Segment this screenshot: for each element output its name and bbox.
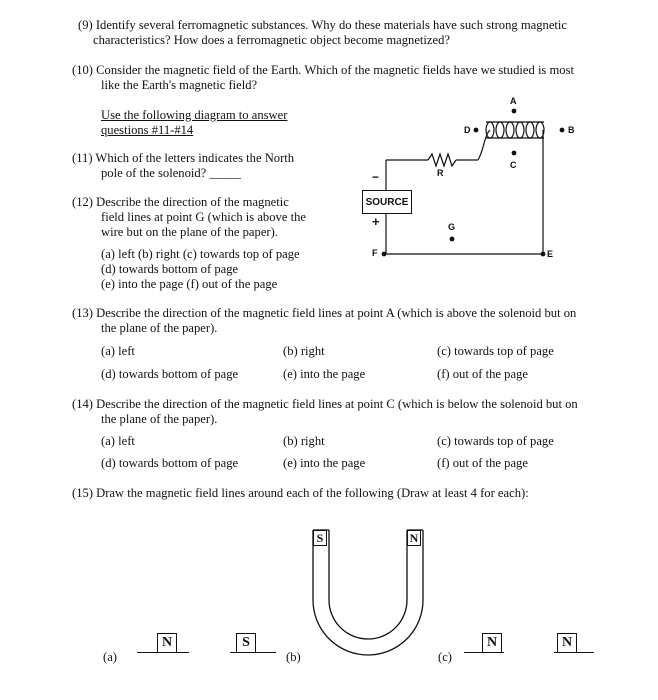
source-plus-sign: + [372, 214, 380, 229]
q13-option-f: (f) out of the page [437, 367, 528, 381]
magnet-a-north-pole: N [157, 633, 177, 653]
q12-options-3: (e) into the page (f) out of the page [101, 277, 278, 291]
label-e: E [547, 249, 554, 259]
point-b-dot [560, 128, 565, 133]
label-c: C [510, 160, 517, 170]
q13-option-a: (a) left [101, 344, 135, 358]
q13-option-e: (e) into the page [283, 367, 366, 381]
label-g: G [448, 222, 456, 232]
q15-line1: (15) Draw the magnetic field lines around each of the following (Draw at least 4 for each): [72, 486, 529, 500]
q14-line2: the plane of the paper). [101, 412, 218, 426]
q15-label-a: (a) [103, 650, 117, 664]
q14-option-c: (c) towards top of page [437, 434, 554, 448]
label-a: A [510, 96, 517, 106]
q14-option-d: (d) towards bottom of page [101, 456, 239, 470]
q14-option-f: (f) out of the page [437, 456, 528, 470]
q14-option-a: (a) left [101, 434, 135, 448]
point-f-dot [382, 252, 387, 257]
label-f: F [372, 248, 378, 258]
diagram-instruction-line1: Use the following diagram to answer [101, 108, 288, 122]
solenoid-coil [486, 122, 544, 138]
q12-line1: (12) Describe the direction of the magnetic [72, 195, 289, 209]
resistor-zigzag [428, 154, 456, 166]
q14-option-b: (b) right [283, 434, 325, 448]
magnet-a-south-pole: S [236, 633, 256, 653]
q9-line1: (9) Identify several ferromagnetic substances. Why do these materials have such strong magnetic [78, 18, 568, 32]
wire-to-solenoid [478, 130, 490, 160]
label-r: R [437, 168, 444, 178]
source-box: SOURCE [362, 190, 412, 214]
q12-options-1: (a) left (b) right (c) towards top of page [101, 247, 300, 261]
q13-line2: the plane of the paper). [101, 321, 218, 335]
magnet-c-right-north-pole: N [557, 633, 577, 653]
q12-line3: wire but on the plane of the paper). [101, 225, 278, 239]
point-e-dot [541, 252, 546, 257]
q10-line1: (10) Consider the magnetic field of the Earth. Which of the magnetic fields have we studied is most [72, 63, 574, 77]
q11-line1: (11) Which of the letters indicates the North [72, 151, 295, 165]
q13-line1: (13) Describe the direction of the magnetic field lines at point A (which is above the solenoid but on [72, 306, 577, 320]
horseshoe-inner [329, 530, 407, 639]
q14-line1: (14) Describe the direction of the magnetic field lines at point C (which is below the solenoid but on [72, 397, 578, 411]
label-b: B [568, 125, 575, 135]
horseshoe-south-label: S [313, 530, 327, 546]
q13-option-c: (c) towards top of page [437, 344, 554, 358]
point-d-dot [474, 128, 479, 133]
point-c-dot [512, 151, 517, 156]
q15-label-b: (b) [286, 650, 301, 664]
horseshoe-north-label: N [407, 530, 421, 546]
point-g-dot [450, 237, 455, 242]
q14-option-e: (e) into the page [283, 456, 366, 470]
source-minus-sign: − [372, 170, 380, 184]
magnet-c-left-north-pole: N [482, 633, 502, 653]
label-d: D [464, 125, 471, 135]
q13-option-d: (d) towards bottom of page [101, 367, 239, 381]
point-a-dot [512, 109, 517, 114]
q11-line2: pole of the solenoid? _____ [101, 166, 241, 180]
q12-line2: field lines at point G (which is above the [101, 210, 306, 224]
q12-options-2: (d) towards bottom of page [101, 262, 239, 276]
q9-line2: characteristics? How does a ferromagnetic object become magnetized? [93, 33, 450, 47]
diagram-instruction-line2: questions #11-#14 [101, 123, 194, 137]
q13-option-b: (b) right [283, 344, 325, 358]
q15-label-c: (c) [438, 650, 452, 664]
q10-line2: like the Earth's magnetic field? [101, 78, 258, 92]
